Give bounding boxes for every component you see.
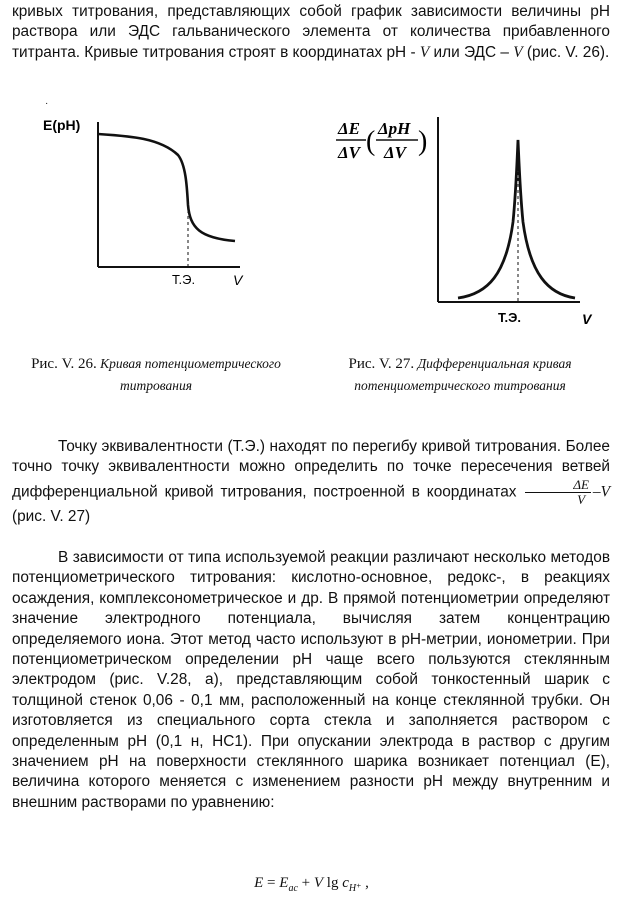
fig26-caption <box>12 353 300 397</box>
fig26-caption-number: Рис. V. 26. <box>31 356 97 372</box>
eq-c: c <box>342 875 349 891</box>
fig26-equivalence-label: Т.Э. <box>172 272 196 287</box>
eq-c-sub: H⁺ <box>348 883 362 894</box>
eq-plus: + <box>297 875 314 891</box>
intro-part3: (рис. V. 26). <box>522 43 610 61</box>
intro-part2: или ЭДС – <box>429 43 514 61</box>
intro-paragraph <box>12 2 610 63</box>
para2-frac-num: ΔE <box>525 478 591 493</box>
fig27-caption <box>310 353 610 397</box>
fig27-y-paren-open: ( <box>366 126 376 157</box>
para2-tail: (рис. V. 27) <box>12 507 91 525</box>
paragraph-equivalence-point <box>12 437 610 527</box>
fig26-curve <box>98 134 235 241</box>
fig27-caption-text: Дифференциальная кривая потенциометрического титрования <box>354 356 572 393</box>
intro-v2: V <box>513 43 523 61</box>
fig26-y-axis-label: E(pH) <box>43 117 81 133</box>
para2-minus: – <box>592 483 601 501</box>
eq-e0-sub: ас <box>288 883 298 894</box>
eq-lg: lg <box>323 875 343 891</box>
fig27-y-dph: ΔpH <box>378 119 411 138</box>
fig27-y-paren-close: ) <box>418 126 428 157</box>
eq-equals: = <box>263 875 280 891</box>
fig27-y-de: ΔE <box>338 119 360 138</box>
para2-frac-den: V <box>577 491 586 507</box>
eq-v: V <box>313 875 324 891</box>
fig27-curve <box>458 140 575 298</box>
fig26-caption-text: Кривая потенциометрического титрования <box>96 356 281 393</box>
fig27-x-axis-label: V <box>582 311 592 327</box>
figure-27-differential-curve <box>330 112 610 334</box>
fig27-y-dv: ΔV <box>338 143 360 162</box>
equation-glass-electrode <box>0 875 623 894</box>
figure-26-titration-curve <box>40 110 260 300</box>
fig27-y-dv2: ΔV <box>384 143 406 162</box>
eq-lhs: E <box>254 875 264 891</box>
intro-part1: кривых титрования, представляющих собой график зависимости величины рН раствора или ЭДС гальванического элемента от количества прибавленного титранта. Кривые титрования строят в координатах рН - <box>12 3 610 61</box>
fig27-equivalence-label: Т.Э. <box>498 310 521 325</box>
para2-fraction <box>525 478 591 507</box>
fig27-caption-number: Рис. V. 27. <box>348 356 415 372</box>
eq-e0: E <box>279 875 289 891</box>
stray-dot: · <box>45 98 49 109</box>
intro-v1: V <box>419 43 430 61</box>
paragraph-methods: В зависимости от типа используемой реакции различают несколько методов потенциометрического титрования: кислотно-основное, редокс-, в реакциях осаждения, комплексонометрическое и др. В прямой потенциометрии определяют значение электродного потенциала, вычисляя затем концентрацию определяемого иона. Этот метод часто используют в рН-метрии, ионометрии. При потенциометрическом определении рН чаще всего пользуются стеклянным электродом (рис. V.28, а), представляющим собой тонкостенный шарик с толщиной стенок 0,06 - 0,1 мм, расположенный на конце стеклянной трубки. Он изготовляется из специального сорта стекла и заполняется раствором с определенным рН (0,1 н, HC1). При опускании электрода в раствор с другим значением рН на поверхности стеклянного шарика возникает потенциал (Е), величина которого меняется с изменением разности рН между внутренним и внешним растворами по уравнению: <box>12 549 610 811</box>
fig26-x-axis-label: V <box>233 272 243 288</box>
eq-end: , <box>361 875 369 891</box>
para2-text: Точку эквивалентности (Т.Э.) находят по перегибу кривой титрования. Более точно точку эквивалентности можно определить по точке пересечения ветвей дифференциальной кривой титрования, построенной в координатах <box>12 438 610 501</box>
para2-v: V <box>600 483 610 501</box>
